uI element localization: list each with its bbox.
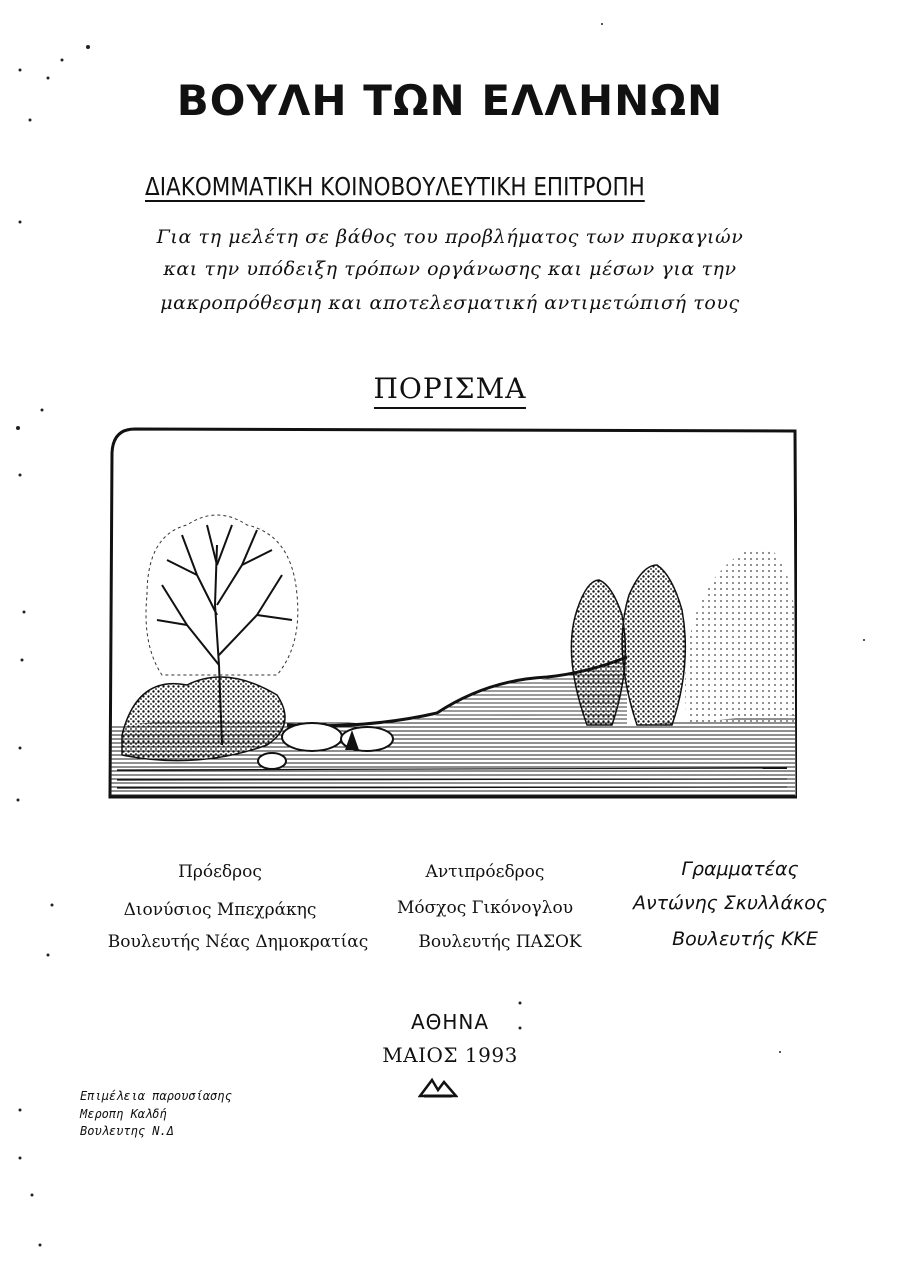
note-line-3: Βουλευτης Ν.Δ — [80, 1124, 174, 1138]
subtitle-line-1: Για τη μελέτη σε βάθος του προβλήματος των πυρκαγιών — [156, 226, 744, 248]
signatory-3-name: Αντώνης Σκυλλάκος — [633, 892, 827, 914]
note-line-1: Επιμέλεια παρουσίασης — [80, 1089, 232, 1103]
section-title-text: ΠΟΡΙΣΜΑ — [374, 372, 527, 409]
place-name: ΑΘΗΝΑ — [410, 1010, 490, 1034]
signatory-1-role: Πρόεδρος — [178, 862, 262, 882]
signatory-1-name: Διονύσιος Μπεχράκης — [123, 900, 317, 920]
subtitle-line-3: μακροπρόθεσμη και αποτελεσματική αντιμετώπισή τους — [160, 292, 740, 314]
landscape-trees-illustration — [107, 425, 797, 800]
publication-date: ΜΑΙΟΣ 1993 — [382, 1043, 518, 1067]
committee-name: ΔΙΑΚΟΜΜΑΤΙΚΗ ΚΟΙΝΟΒΟΥΛΕΥΤΙΚΗ ΕΠΙΤΡΟΠΗ — [145, 172, 645, 201]
signatory-2-name: Μόσχος Γικόνογλου — [396, 898, 574, 918]
section-title — [0, 372, 900, 405]
subtitle-line-2: και την υπόδειξη τρόπων οργάνωσης και μέσων για την — [163, 258, 737, 280]
signatory-2-role: Αντιπρόεδρος — [425, 862, 545, 882]
signatory-1-affiliation: Βουλευτής Νέας Δημοκρατίας — [107, 932, 369, 952]
page-title: ΒΟΥΛΗ ΤΩΝ ΕΛΛΗΝΩΝ — [176, 76, 724, 125]
signatory-2-affiliation: Βουλευτής ΠΑΣΟΚ — [418, 932, 582, 952]
emblem-mark-icon — [418, 1076, 458, 1100]
signatory-3-affiliation: Βουλευτής ΚΚΕ — [672, 928, 818, 950]
signatory-3-role: Γραμματέας — [681, 858, 799, 880]
note-line-2: Μεροπη Καλδή — [80, 1107, 167, 1121]
